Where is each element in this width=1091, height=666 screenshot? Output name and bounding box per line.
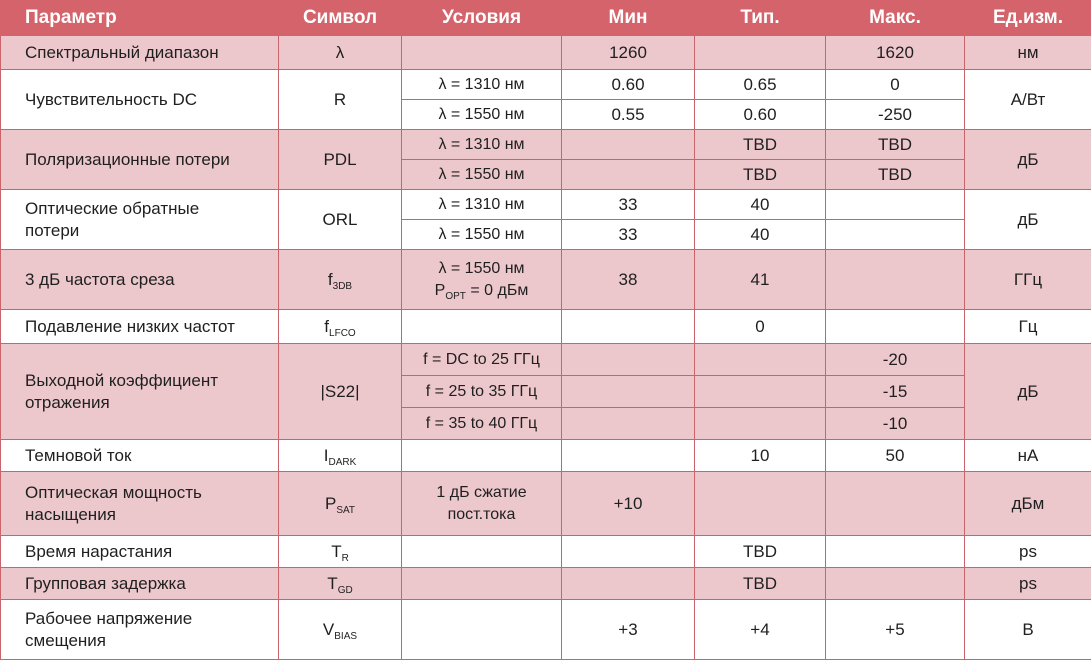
typ-cell: TBD [695,130,826,160]
unit-cell: дБ [965,130,1091,190]
min-cell [562,568,695,600]
max-cell [826,568,965,600]
max-cell: 1620 [826,36,965,70]
param-line: Рабочее напряжение [25,608,193,628]
max-cell: +5 [826,600,965,660]
param-cell: Время нарастания [1,536,279,568]
param-cell: Темновой ток [1,440,279,472]
min-cell: +10 [562,472,695,536]
min-cell [562,130,695,160]
symbol-cell [279,250,402,310]
param-line: потери [25,220,80,240]
typ-cell [695,376,826,408]
typ-cell [695,472,826,536]
cond-cell [402,600,562,660]
typ-cell [695,36,826,70]
cond-line: λ = 1550 нм [438,259,525,277]
header-conditions: Условия [402,1,562,36]
header-unit: Ед.изм. [965,1,1091,36]
unit-cell: дБ [965,190,1091,250]
cond-subscript: OPT [445,290,466,302]
min-cell [562,344,695,376]
typ-cell [695,408,826,440]
symbol-cell: |S22| [279,344,402,440]
symbol-subscript: GD [337,584,353,596]
symbol-main: V [322,619,335,639]
table-row [1,600,1091,660]
max-cell [826,220,965,250]
max-cell: TBD [826,160,965,190]
min-cell: 33 [562,220,695,250]
param-cell: Подавление низких частот [1,310,279,344]
symbol-main: T [327,573,338,593]
symbol-cell [279,536,402,568]
symbol-subscript: R [341,552,349,564]
symbol-cell [279,568,402,600]
cond-cell: λ = 1310 нм [402,130,562,160]
min-cell: 33 [562,190,695,220]
typ-cell [695,344,826,376]
typ-cell: TBD [695,160,826,190]
cond-cell: λ = 1310 нм [402,190,562,220]
unit-cell: Гц [965,310,1091,344]
table-row [1,70,1091,100]
cond-cell: f = 25 to 35 ГГц [402,376,562,408]
unit-cell: А/Вт [965,70,1091,130]
cond-cell: f = 35 to 40 ГГц [402,408,562,440]
max-cell: -250 [826,100,965,130]
typ-cell: 41 [695,250,826,310]
max-cell [826,536,965,568]
unit-cell: ps [965,568,1091,600]
cond-cell [402,440,562,472]
cond-cell: f = DC to 25 ГГц [402,344,562,376]
cond-rest: = 0 дБм [465,281,529,299]
param-cell: Спектральный диапазон [1,36,279,70]
unit-cell: В [965,600,1091,660]
header-row [1,1,1091,36]
max-cell: -10 [826,408,965,440]
cond-cell [402,310,562,344]
symbol-subscript: 3DB [332,280,353,292]
header-param: Параметр [1,1,279,36]
min-cell: 38 [562,250,695,310]
symbol-cell [279,600,402,660]
unit-cell: нм [965,36,1091,70]
symbol-subscript: LFCO [329,327,356,339]
param-line: Оптические обратные [25,198,200,218]
typ-cell: 0.60 [695,100,826,130]
table-row [1,250,1091,310]
min-cell [562,536,695,568]
param-line: смещения [25,630,106,650]
cond-cell [402,250,562,310]
symbol-subscript: SAT [336,504,356,516]
min-cell [562,310,695,344]
unit-cell: ГГц [965,250,1091,310]
max-cell [826,310,965,344]
param-line: отражения [25,392,110,412]
typ-cell: +4 [695,600,826,660]
cond-cell: λ = 1550 нм [402,100,562,130]
max-cell [826,190,965,220]
param-cell: Чувствительность DC [1,70,279,130]
max-cell [826,472,965,536]
cond-cell [402,472,562,536]
symbol-cell: λ [279,36,402,70]
table-row [1,472,1091,536]
table-row [1,36,1091,70]
min-cell [562,160,695,190]
table-row [1,344,1091,376]
max-cell: TBD [826,130,965,160]
header-symbol: Символ [279,1,402,36]
cond-cell: λ = 1310 нм [402,70,562,100]
symbol-cell [279,310,402,344]
max-cell: -20 [826,344,965,376]
min-cell: 0.55 [562,100,695,130]
max-cell: 50 [826,440,965,472]
header-min: Мин [562,1,695,36]
table-row [1,568,1091,600]
symbol-cell [279,472,402,536]
param-cell [1,190,279,250]
cond-cell [402,36,562,70]
symbol-main: T [331,541,342,561]
typ-cell: 0 [695,310,826,344]
typ-cell: 40 [695,190,826,220]
param-cell: Поляризационные потери [1,130,279,190]
param-line: Оптическая мощность [25,482,202,502]
symbol-main: I [323,445,329,465]
min-cell: 1260 [562,36,695,70]
unit-cell: дБм [965,472,1091,536]
cond-line: пост.тока [447,505,516,523]
symbol-main: P [324,493,337,513]
table-row [1,440,1091,472]
typ-cell: TBD [695,568,826,600]
header-max: Макс. [826,1,965,36]
param-line: насыщения [25,504,116,524]
typ-cell: TBD [695,536,826,568]
symbol-cell: PDL [279,130,402,190]
cond-cell: λ = 1550 нм [402,220,562,250]
table-row [1,310,1091,344]
param-cell: Групповая задержка [1,568,279,600]
symbol-main: f [324,316,330,336]
max-cell: 0 [826,70,965,100]
min-cell: +3 [562,600,695,660]
symbol-cell: ORL [279,190,402,250]
unit-cell: нА [965,440,1091,472]
min-cell [562,376,695,408]
min-cell: 0.60 [562,70,695,100]
param-line: Выходной коэффициент [25,370,219,390]
typ-cell: 40 [695,220,826,250]
cond-cell: λ = 1550 нм [402,160,562,190]
cond-line: 1 дБ сжатие [436,483,527,501]
max-cell [826,250,965,310]
symbol-subscript: BIAS [334,630,358,642]
typ-cell: 0.65 [695,70,826,100]
unit-cell: ps [965,536,1091,568]
table-row [1,190,1091,220]
symbol-cell [279,440,402,472]
typ-cell: 10 [695,440,826,472]
param-cell [1,344,279,440]
cond-cell [402,536,562,568]
table-row [1,536,1091,568]
symbol-main: f [327,269,333,289]
cond-main: P [434,281,446,299]
param-cell: 3 дБ частота среза [1,250,279,310]
param-cell [1,472,279,536]
max-cell: -15 [826,376,965,408]
cond-cell [402,568,562,600]
min-cell [562,408,695,440]
param-cell [1,600,279,660]
unit-cell: дБ [965,344,1091,440]
table-row [1,130,1091,160]
symbol-cell: R [279,70,402,130]
symbol-subscript: DARK [328,456,357,468]
header-typ: Тип. [695,1,826,36]
min-cell [562,440,695,472]
